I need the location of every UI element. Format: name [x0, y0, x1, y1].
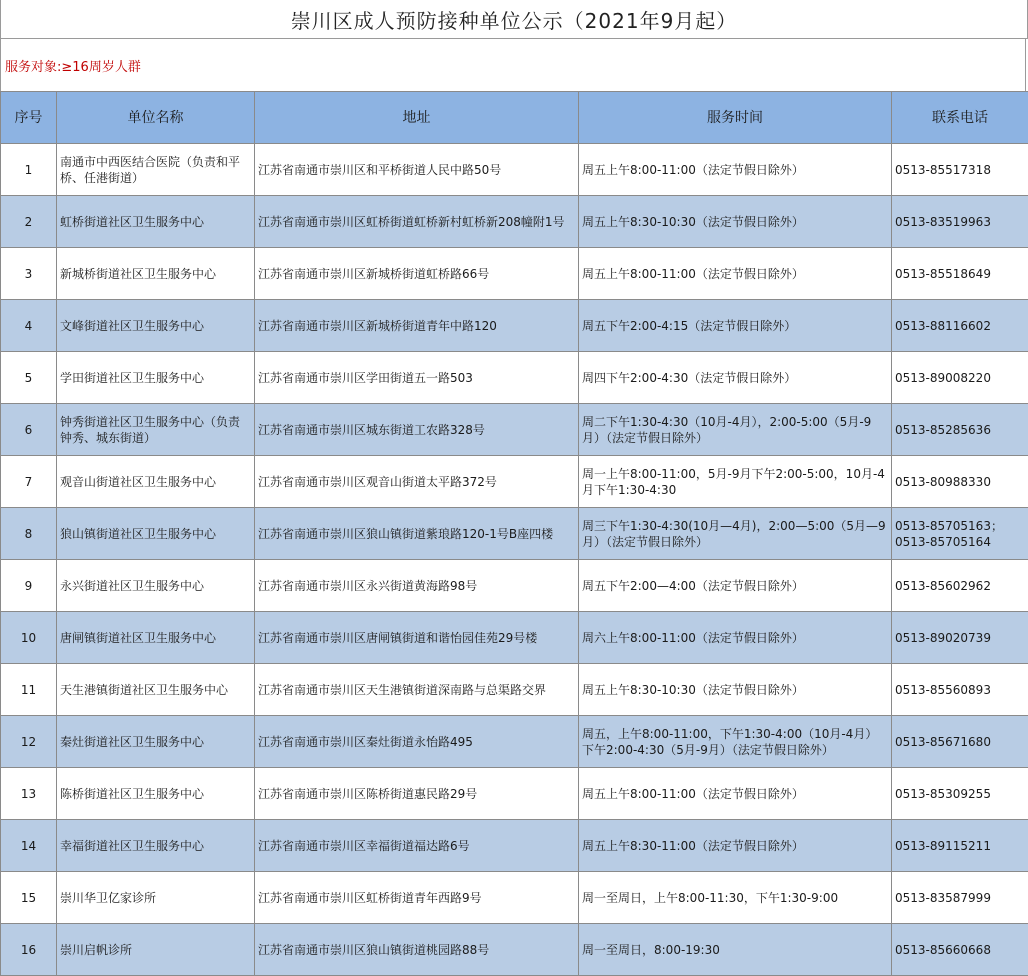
table-row	[1, 924, 1028, 976]
row-phone: 0513-88116602	[892, 300, 1028, 352]
table-row	[1, 404, 1028, 456]
row-phone: 0513-83587999	[892, 872, 1028, 924]
row-seq: 10	[1, 612, 57, 664]
header-service-time: 服务时间	[579, 92, 892, 144]
row-phone: 0513-80988330	[892, 456, 1028, 508]
row-address: 江苏省南通市崇川区观音山街道太平路372号	[255, 456, 579, 508]
table-header-row	[1, 92, 1028, 144]
row-service-time: 周五上午8:00-11:00（法定节假日除外）	[579, 144, 892, 196]
row-address: 江苏省南通市崇川区新城桥街道青年中路120	[255, 300, 579, 352]
row-service-time: 周五上午8:30-11:00（法定节假日除外）	[579, 820, 892, 872]
table-row	[1, 508, 1028, 560]
row-service-time: 周四下午2:00-4:30（法定节假日除外）	[579, 352, 892, 404]
row-unit-name: 文峰街道社区卫生服务中心	[57, 300, 255, 352]
row-address: 江苏省南通市崇川区狼山镇街道桃园路88号	[255, 924, 579, 976]
row-service-time: 周一上午8:00-11:00，5月-9月下午2:00-5:00，10月-4月下午1:30-4:30	[579, 456, 892, 508]
table-row	[1, 560, 1028, 612]
vaccination-units-table	[0, 91, 1028, 976]
table-row	[1, 196, 1028, 248]
row-seq: 15	[1, 872, 57, 924]
row-phone: 0513-85671680	[892, 716, 1028, 768]
row-address: 江苏省南通市崇川区永兴街道黄海路98号	[255, 560, 579, 612]
table-row	[1, 664, 1028, 716]
row-address: 江苏省南通市崇川区唐闸镇街道和谐怡园佳苑29号楼	[255, 612, 579, 664]
row-phone: 0513-85285636	[892, 404, 1028, 456]
row-service-time: 周五上午8:00-11:00（法定节假日除外）	[579, 768, 892, 820]
row-seq: 11	[1, 664, 57, 716]
row-address: 江苏省南通市崇川区城东街道工农路328号	[255, 404, 579, 456]
row-seq: 3	[1, 248, 57, 300]
row-seq: 2	[1, 196, 57, 248]
row-unit-name: 崇川华卫亿家诊所	[57, 872, 255, 924]
row-unit-name: 新城桥街道社区卫生服务中心	[57, 248, 255, 300]
row-seq: 1	[1, 144, 57, 196]
row-service-time: 周一至周日，8:00-19:30	[579, 924, 892, 976]
row-unit-name: 唐闸镇街道社区卫生服务中心	[57, 612, 255, 664]
row-phone: 0513-89115211	[892, 820, 1028, 872]
row-phone: 0513-83519963	[892, 196, 1028, 248]
table-row	[1, 872, 1028, 924]
row-phone: 0513-85518649	[892, 248, 1028, 300]
table-row	[1, 300, 1028, 352]
table-row	[1, 248, 1028, 300]
row-seq: 16	[1, 924, 57, 976]
row-phone: 0513-85660668	[892, 924, 1028, 976]
row-unit-name: 永兴街道社区卫生服务中心	[57, 560, 255, 612]
row-phone: 0513-89008220	[892, 352, 1028, 404]
row-address: 江苏省南通市崇川区学田街道五一路503	[255, 352, 579, 404]
row-service-time: 周五下午2:00—4:00（法定节假日除外）	[579, 560, 892, 612]
row-address: 江苏省南通市崇川区和平桥街道人民中路50号	[255, 144, 579, 196]
row-service-time: 周六上午8:00-11:00（法定节假日除外）	[579, 612, 892, 664]
table-row	[1, 612, 1028, 664]
header-seq: 序号	[1, 92, 57, 144]
row-unit-name: 学田街道社区卫生服务中心	[57, 352, 255, 404]
row-phone: 0513-85309255	[892, 768, 1028, 820]
row-service-time: 周五下午2:00-4:15（法定节假日除外）	[579, 300, 892, 352]
row-address: 江苏省南通市崇川区新城桥街道虹桥路66号	[255, 248, 579, 300]
row-seq: 13	[1, 768, 57, 820]
row-address: 江苏省南通市崇川区天生港镇街道深南路与总渠路交界	[255, 664, 579, 716]
row-phone: 0513-85705163；0513-85705164	[892, 508, 1028, 560]
table-row	[1, 456, 1028, 508]
row-seq: 4	[1, 300, 57, 352]
table-row	[1, 716, 1028, 768]
row-unit-name: 天生港镇街道社区卫生服务中心	[57, 664, 255, 716]
row-service-time: 周三下午1:30-4:30(10月—4月)，2:00—5:00（5月—9月）（法定节假日除外）	[579, 508, 892, 560]
table-row	[1, 352, 1028, 404]
table-row	[1, 820, 1028, 872]
row-address: 江苏省南通市崇川区狼山镇街道紫琅路120-1号B座四楼	[255, 508, 579, 560]
row-unit-name: 观音山街道社区卫生服务中心	[57, 456, 255, 508]
row-service-time: 周二下午1:30-4:30（10月-4月），2:00-5:00（5月-9月）（法定节假日除外）	[579, 404, 892, 456]
row-address: 江苏省南通市崇川区秦灶街道永怡路495	[255, 716, 579, 768]
header-address: 地址	[255, 92, 579, 144]
row-unit-name: 虹桥街道社区卫生服务中心	[57, 196, 255, 248]
row-unit-name: 崇川启帆诊所	[57, 924, 255, 976]
table-row	[1, 768, 1028, 820]
row-unit-name: 南通市中西医结合医院（负责和平桥、任港街道）	[57, 144, 255, 196]
header-unit-name: 单位名称	[57, 92, 255, 144]
row-unit-name: 秦灶街道社区卫生服务中心	[57, 716, 255, 768]
row-service-time: 周五上午8:30-10:30（法定节假日除外）	[579, 664, 892, 716]
row-seq: 5	[1, 352, 57, 404]
row-seq: 9	[1, 560, 57, 612]
row-unit-name: 陈桥街道社区卫生服务中心	[57, 768, 255, 820]
row-address: 江苏省南通市崇川区虹桥街道青年西路9号	[255, 872, 579, 924]
row-unit-name: 钟秀街道社区卫生服务中心（负责钟秀、城东街道）	[57, 404, 255, 456]
table-body	[1, 144, 1028, 976]
header-phone: 联系电话	[892, 92, 1028, 144]
row-seq: 7	[1, 456, 57, 508]
page-title: 崇川区成人预防接种单位公示（2021年9月起）	[0, 0, 1028, 39]
row-phone: 0513-89020739	[892, 612, 1028, 664]
row-seq: 14	[1, 820, 57, 872]
row-address: 江苏省南通市崇川区幸福街道福达路6号	[255, 820, 579, 872]
table-row	[1, 144, 1028, 196]
row-service-time: 周一至周日，上午8:00-11:30，下午1:30-9:00	[579, 872, 892, 924]
row-service-time: 周五，上午8:00-11:00，下午1:30-4:00（10月-4月）下午2:00-4:30（5月-9月）（法定节假日除外）	[579, 716, 892, 768]
row-address: 江苏省南通市崇川区虹桥街道虹桥新村虹桥新208幢附1号	[255, 196, 579, 248]
row-unit-name: 幸福街道社区卫生服务中心	[57, 820, 255, 872]
row-seq: 12	[1, 716, 57, 768]
row-unit-name: 狼山镇街道社区卫生服务中心	[57, 508, 255, 560]
row-service-time: 周五上午8:30-10:30（法定节假日除外）	[579, 196, 892, 248]
row-phone: 0513-85517318	[892, 144, 1028, 196]
row-service-time: 周五上午8:00-11:00（法定节假日除外）	[579, 248, 892, 300]
service-target-note: 服务对象:≥16周岁人群	[0, 39, 1026, 91]
row-address: 江苏省南通市崇川区陈桥街道惠民路29号	[255, 768, 579, 820]
row-seq: 6	[1, 404, 57, 456]
row-phone: 0513-85560893	[892, 664, 1028, 716]
row-seq: 8	[1, 508, 57, 560]
row-phone: 0513-85602962	[892, 560, 1028, 612]
